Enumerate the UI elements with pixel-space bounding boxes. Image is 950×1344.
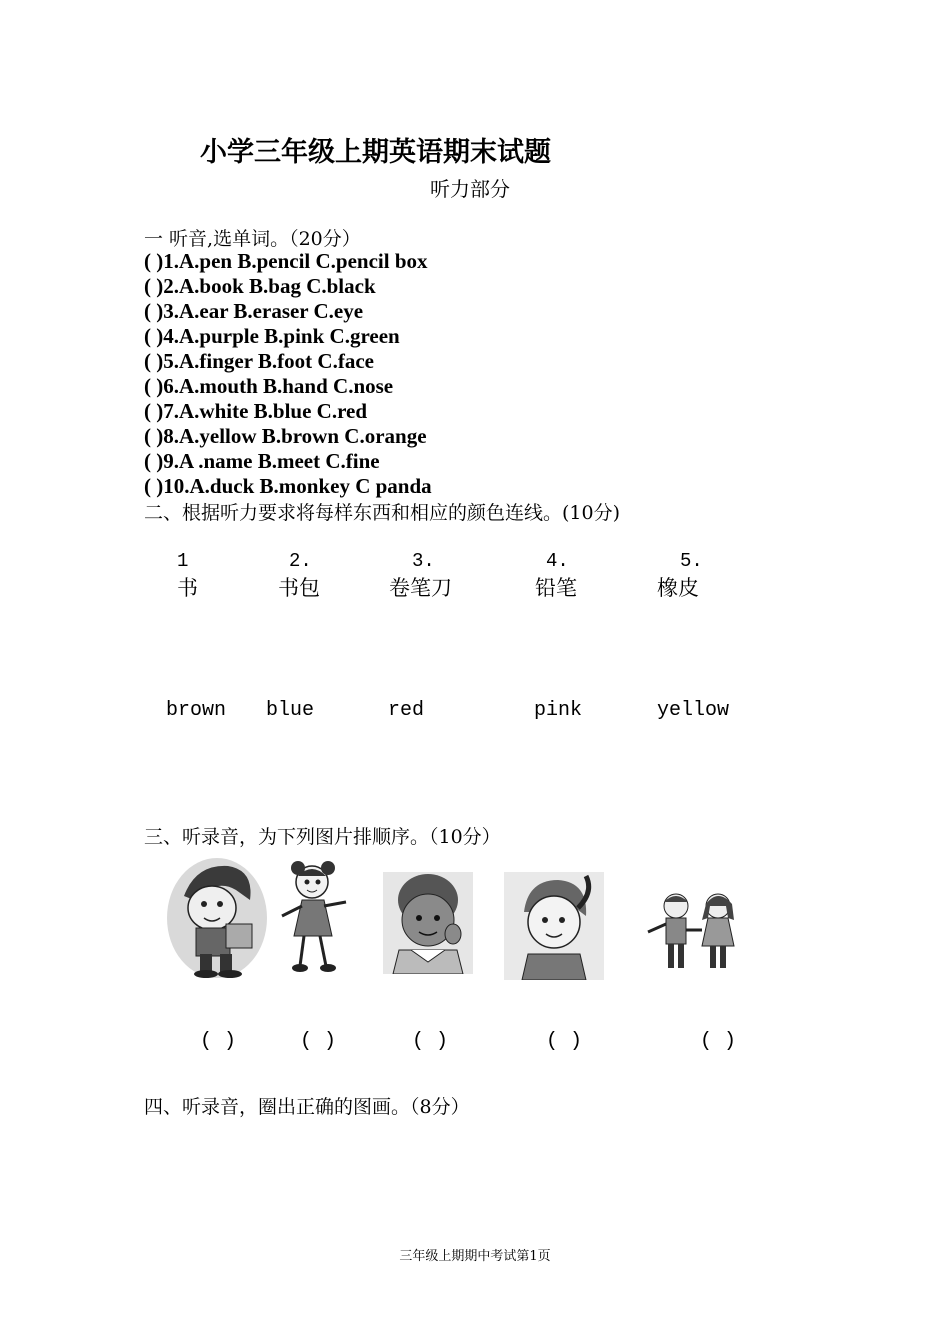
girl-dancing-illustration <box>272 856 354 978</box>
item-sharpener: 卷笔刀 <box>389 576 452 600</box>
section3-heading: 三、听录音，为下列图片排顺序。（10分） <box>144 826 501 848</box>
question-2: ( )2.A.book B.bag C.black <box>144 274 376 298</box>
question-4: ( )4.A.purple B.pink C.green <box>144 324 400 348</box>
question-10: ( )10.A.duck B.monkey C panda <box>144 474 432 498</box>
order-blank-2[interactable]: ( ) <box>300 1030 337 1053</box>
item-number-2: 2. <box>289 550 312 572</box>
two-children-holding-hands-illustration <box>640 890 752 976</box>
item-schoolbag: 书包 <box>278 576 320 600</box>
item-book: 书 <box>177 576 198 600</box>
color-brown: brown <box>166 699 227 722</box>
item-number-4: 4. <box>546 550 569 572</box>
page-subtitle: 听力部分 <box>430 177 510 201</box>
question-8: ( )8.A.yellow B.brown C.orange <box>144 424 427 448</box>
item-number-3: 3. <box>412 550 435 572</box>
color-yellow: yellow <box>657 699 730 722</box>
order-blank-3[interactable]: ( ) <box>412 1030 449 1053</box>
color-blue: blue <box>266 699 315 722</box>
page-footer: 三年级上期期中考试第1页 <box>399 1249 551 1264</box>
item-number-1: 1 <box>177 550 189 572</box>
color-pink: pink <box>534 699 583 722</box>
item-eraser: 橡皮 <box>657 576 699 600</box>
order-blank-1[interactable]: ( ) <box>200 1030 237 1053</box>
item-pencil: 铅笔 <box>535 576 577 600</box>
item-number-5: 5. <box>680 550 703 572</box>
order-blank-4[interactable]: ( ) <box>546 1030 583 1053</box>
section2-heading: 二、根据听力要求将每样东西和相应的颜色连线。(10分) <box>144 502 621 524</box>
question-5: ( )5.A.finger B.foot C.face <box>144 349 374 373</box>
page-title: 小学三年级上期英语期末试题 <box>200 137 551 168</box>
question-6: ( )6.A.mouth B.hand C.nose <box>144 374 394 398</box>
boy-touching-face-illustration <box>383 872 473 974</box>
question-7: ( )7.A.white B.blue C.red <box>144 399 368 423</box>
girl-touching-head-illustration <box>504 872 604 980</box>
color-red: red <box>388 699 425 722</box>
girl-carrying-books-illustration <box>166 856 268 980</box>
question-9: ( )9.A .name B.meet C.fine <box>144 449 380 473</box>
question-1: ( )1.A.pen B.pencil C.pencil box <box>144 249 428 273</box>
question-3: ( )3.A.ear B.eraser C.eye <box>144 299 364 323</box>
section4-heading: 四、听录音，圈出正确的图画。（8分） <box>144 1096 470 1118</box>
section1-heading: 一 听音,选单词。（20分） <box>144 228 361 250</box>
order-blank-5[interactable]: ( ) <box>700 1030 737 1053</box>
